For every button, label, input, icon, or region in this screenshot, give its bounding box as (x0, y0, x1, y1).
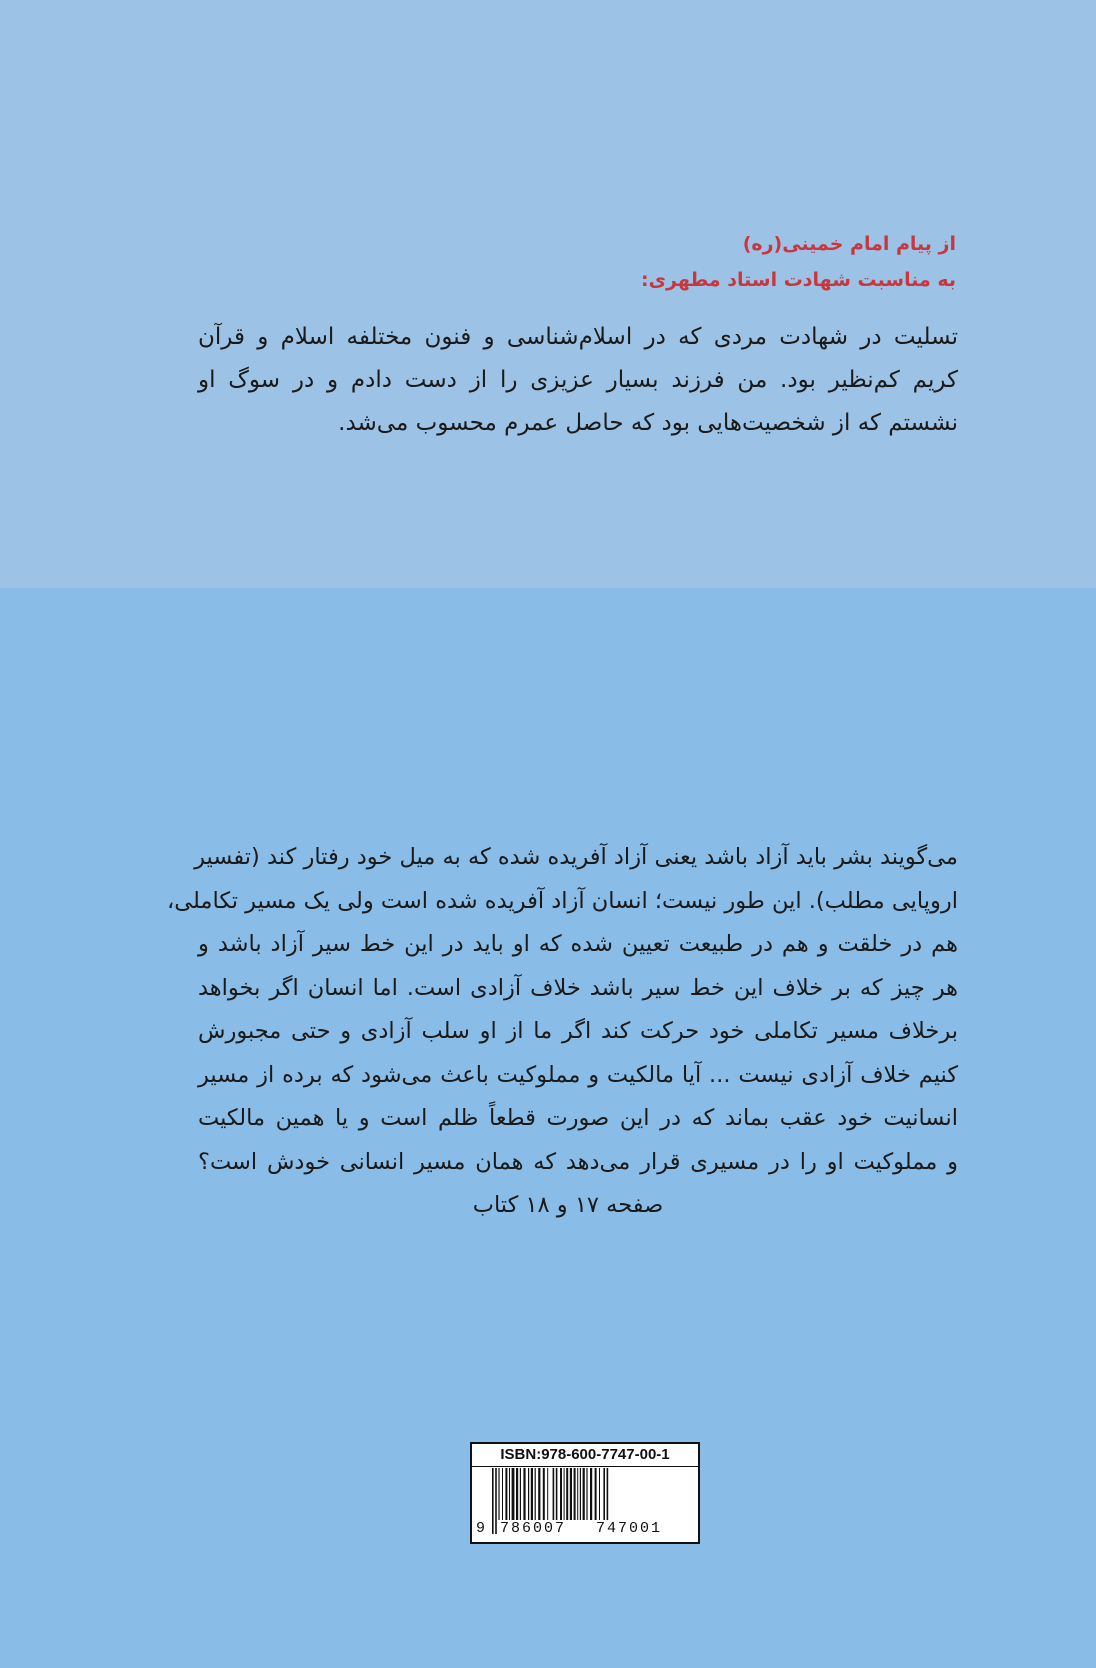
book-excerpt (166, 836, 958, 1228)
excerpt-line: کنیم خلاف آزادی نیست ... آیا مالکیت و مملوکیت باعث می‌شود که برده از مسیر (198, 1061, 958, 1088)
quote-heading-line-2: به مناسبت شهادت استاد مطهری: (640, 269, 956, 291)
excerpt-source: صفحه ۱۷ و ۱۸ کتاب (472, 1192, 664, 1218)
quote-heading-line-1: از پیام امام خمینی(ره) (742, 233, 956, 255)
barcode-bar (495, 1468, 497, 1534)
barcode-bar (498, 1468, 499, 1520)
barcode-bar (492, 1468, 494, 1534)
barcode-bar (509, 1468, 510, 1520)
barcode-bar (586, 1468, 587, 1520)
barcode-bar (570, 1468, 572, 1520)
excerpt-line: می‌گویند بشر باید آزاد باشد یعنی آزاد آفریده شده که به میل خود رفتار کند (تفسیر (194, 844, 958, 870)
isbn-label: ISBN:978-600-7747-00-1 (472, 1444, 698, 1467)
barcode-bar (528, 1468, 529, 1520)
barcode-bar (502, 1468, 503, 1520)
barcode-bar (512, 1468, 515, 1520)
barcode-bar (580, 1468, 581, 1520)
quote-line: کریم کم‌نظیر بود. من فرزند بسیار عزیزی را از دست دادم و در سوگ او (198, 367, 958, 393)
isbn-barcode (470, 1442, 700, 1544)
barcode-bar (574, 1468, 576, 1520)
barcode-bar (583, 1468, 585, 1520)
barcode-bar (516, 1468, 518, 1520)
khomeini-quote (198, 316, 958, 445)
barcode-bar (535, 1468, 536, 1520)
barcode-bar (590, 1468, 592, 1520)
excerpt-line: هر چیز که بر خلاف این خط سیر باشد خلاف آزادی است. اما انسان اگر بخواهد (198, 974, 958, 1001)
barcode-digits-left: 786007 (500, 1520, 567, 1537)
barcode-bar (599, 1468, 600, 1520)
quote-line: تسلیت در شهادت مردی که در اسلام‌شناسی و فنون مختلفه اسلام و قرآن (198, 324, 958, 350)
excerpt-line: هم در خلقت و هم در طبیعت تعیین شده که او باید در این خط سیر آزاد باشد و (198, 931, 958, 957)
barcode-bar (531, 1468, 533, 1520)
barcode-bar (566, 1468, 568, 1520)
barcode-bar (560, 1468, 562, 1520)
barcode-bar (505, 1468, 507, 1520)
quote-heading (256, 226, 956, 298)
barcode-bar (577, 1468, 578, 1520)
barcode-digits-right: 747001 (596, 1520, 663, 1537)
barcode-bar (538, 1468, 540, 1520)
barcode-bar (543, 1468, 545, 1520)
barcode-bar (523, 1468, 525, 1520)
excerpt-line: و مملوکیت او را در مسیری قرار می‌دهد که همان مسیر انسانی خودش است؟ (198, 1148, 958, 1175)
barcode-digit-first: 9 (476, 1520, 486, 1537)
excerpt-line: انسانیت خود عقب بماند که در این صورت قطعاً ظلم است و یا همین مالکیت (198, 1105, 958, 1131)
barcode-bar (564, 1468, 565, 1520)
barcode-bar (595, 1468, 597, 1520)
excerpt-line: برخلاف مسیر تکاملی خود حرکت کند اگر ما از او سلب آزادی و حتی مجبورش (198, 1018, 958, 1044)
barcode-bar (520, 1468, 521, 1520)
barcode-bar (547, 1468, 548, 1520)
quote-line: نشستم که از شخصیت‌هایی بود که حاصل عمرم محسوب می‌شد. (338, 410, 958, 436)
excerpt-line: اروپایی مطلب). این طور نیست؛ انسان آزاد آفریده شده است ولی یک مسیر تکاملی، (166, 887, 958, 914)
